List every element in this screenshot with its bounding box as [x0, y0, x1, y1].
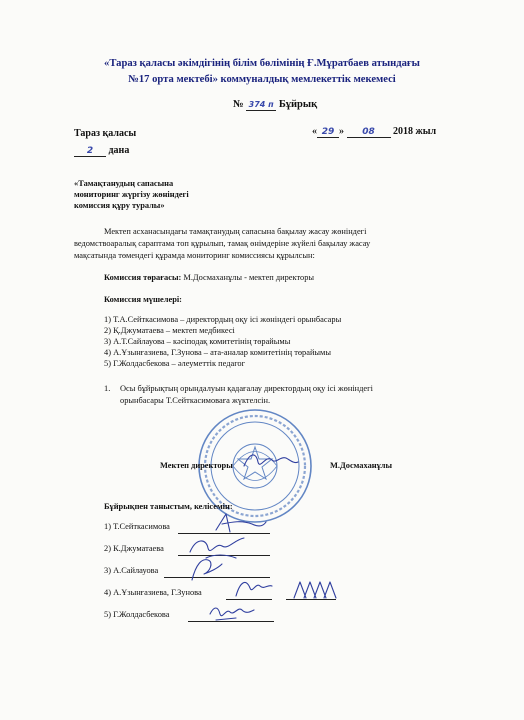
date-month: 08	[362, 127, 375, 137]
member-item: 2) Қ.Джуматаева – мектеп медбикесі	[104, 326, 235, 335]
intro-line1: Мектеп асханасындағы тамақтанудың сапасына бақылау жасау жөніндегі	[104, 227, 367, 236]
order-number-value: 374 п	[248, 100, 274, 109]
signature-mark	[186, 554, 226, 584]
date-day: 29	[321, 127, 335, 137]
order-title: Бұйрық	[278, 99, 318, 110]
director-position: Мектеп директоры	[160, 461, 233, 470]
subject-line3: комиссия құру туралы»	[74, 201, 165, 210]
intro-line2: ведомствоаралық сарaптама топ құрылып, тамақ өнімдеріне жүйелі бақылау жасау	[74, 239, 371, 248]
acquaint-person: 2) К.Джуматаева	[104, 544, 164, 553]
member-item: 4) А.Ұзынғазиева, Г.Зунова – ата-аналар комитетінің төрайымы	[104, 348, 331, 357]
intro-line3: мақсатында төмендегі құрамда мониторинг комиссиясы құрылсын:	[74, 251, 315, 260]
date-open-quote: «	[312, 126, 317, 137]
acquaint-title: Бұйрықпен таныстым, келісемін:	[104, 502, 233, 511]
member-item: 1) Т.А.Сейткасимова – директордың оқу ісі жөніндегі орынбасары	[104, 315, 342, 324]
org-title-line2: №17 орта мектебі» коммуналдық мемлекеттік мекемесі	[128, 74, 396, 85]
acquaint-person: 4) А.Ұзынғазиева, Г.Зунова	[104, 588, 202, 597]
signature-mark	[232, 574, 276, 602]
member-item: 3) А.Т.Сайлауова – кәсіподақ комитетінің төрайымы	[104, 337, 291, 346]
city: Тараз қаласы	[74, 128, 137, 139]
chair-value: М.Досмаханұлы - мектеп директоры	[183, 273, 315, 282]
order-number-block	[233, 99, 343, 111]
control-line2: орынбасары Т.Сейткасимоваға жүктелсін.	[120, 396, 271, 405]
director-name: М.Досмаханұлы	[330, 461, 393, 470]
chair-label: Комиссия төрағасы:	[104, 273, 182, 282]
director-signature	[240, 448, 300, 474]
copies-block	[74, 145, 129, 157]
order-number-prefix: №	[233, 99, 244, 110]
acquaint-person: 5) Г.Жолдасбекова	[104, 610, 170, 619]
signature-mark	[206, 600, 256, 624]
acquaint-person: 3) А.Сайлауова	[104, 566, 159, 575]
members-label: Комиссия мүшелері:	[104, 295, 182, 304]
copies-label: дана	[108, 145, 130, 156]
commission-chair	[104, 273, 314, 284]
copies-count: 2	[86, 146, 94, 156]
signature-mark	[290, 576, 340, 602]
date-block	[312, 126, 472, 138]
subject-line2: мониторинг жүргізу жөніндегі	[74, 190, 189, 199]
member-item: 5) Г.Жолдасбекова – әлеуметтік педагог	[104, 359, 246, 368]
subject-line1: «Тамақтанудың сапасына	[74, 179, 174, 188]
date-close-quote: »	[339, 126, 344, 137]
control-line1: Осы бұйрықтың орындалуын қадағалау директордың оқу ісі жөніндегі	[120, 384, 373, 393]
control-number: 1.	[104, 384, 111, 393]
date-year: 2018 жыл	[393, 126, 437, 137]
org-title-line1: «Тараз қаласы әкімдігінің білім бөлімінің Ғ.Мұратбаев атындағы	[104, 58, 420, 69]
acquaint-person: 1) Т.Сейткасимова	[104, 522, 170, 531]
